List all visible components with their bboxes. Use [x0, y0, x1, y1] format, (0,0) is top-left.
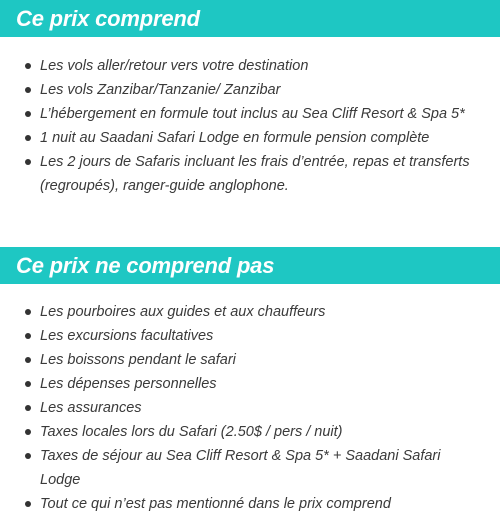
bullet-icon: [25, 501, 31, 507]
list-item-text: L’hébergement en formule tout inclus au Sea Cliff Resort & Spa 5*: [40, 106, 465, 122]
list-item: [0, 150, 500, 198]
list-item-text: Les pourboires aux guides et aux chauffeurs: [40, 304, 326, 320]
list-item-text: Taxes de séjour au Sea Cliff Resort & Spa 5* + Saadani Safari Lodge: [40, 448, 441, 488]
excluded-list: [0, 300, 500, 516]
list-item: [0, 78, 500, 102]
list-item: [0, 54, 500, 78]
bullet-icon: [25, 135, 31, 141]
bullet-icon: [25, 405, 31, 411]
excluded-title: Ce prix ne comprend pas: [16, 252, 275, 278]
list-item-text: Les assurances: [40, 400, 142, 416]
list-item: [0, 420, 500, 444]
list-item-text: Les excursions facultatives: [40, 328, 214, 344]
list-item: [0, 300, 500, 324]
included-title: Ce prix comprend: [16, 5, 200, 31]
excluded-header: [0, 247, 500, 284]
bullet-icon: [25, 333, 31, 339]
list-item-text: Les 2 jours de Safaris incluant les frais d’entrée, repas et transferts (regroupés), ranger-guide anglophone.: [40, 154, 470, 194]
included-list: [0, 54, 500, 198]
list-item: [0, 492, 500, 516]
list-item-text: Taxes locales lors du Safari (2.50$ / pers / nuit): [40, 424, 343, 440]
included-section: [0, 0, 500, 194]
bullet-icon: [25, 159, 31, 165]
list-item: [0, 348, 500, 372]
bullet-icon: [25, 309, 31, 315]
bullet-icon: [25, 453, 31, 459]
included-header: [0, 0, 500, 37]
bullet-icon: [25, 87, 31, 93]
list-item: [0, 444, 500, 492]
bullet-icon: [25, 381, 31, 387]
bullet-icon: [25, 111, 31, 117]
list-item-text: Tout ce qui n’est pas mentionné dans le prix comprend: [40, 496, 391, 512]
excluded-section: [0, 247, 500, 512]
list-item-text: 1 nuit au Saadani Safari Lodge en formule pension complète: [40, 130, 430, 146]
bullet-icon: [25, 429, 31, 435]
bullet-icon: [25, 63, 31, 69]
list-item-text: Les boissons pendant le safari: [40, 352, 236, 368]
list-item: [0, 324, 500, 348]
list-item: [0, 126, 500, 150]
list-item: [0, 372, 500, 396]
list-item-text: Les vols aller/retour vers votre destination: [40, 58, 309, 74]
list-item: [0, 396, 500, 420]
bullet-icon: [25, 357, 31, 363]
list-item-text: Les vols Zanzibar/Tanzanie/ Zanzibar: [40, 82, 281, 98]
list-item-text: Les dépenses personnelles: [40, 376, 217, 392]
list-item: [0, 102, 500, 126]
